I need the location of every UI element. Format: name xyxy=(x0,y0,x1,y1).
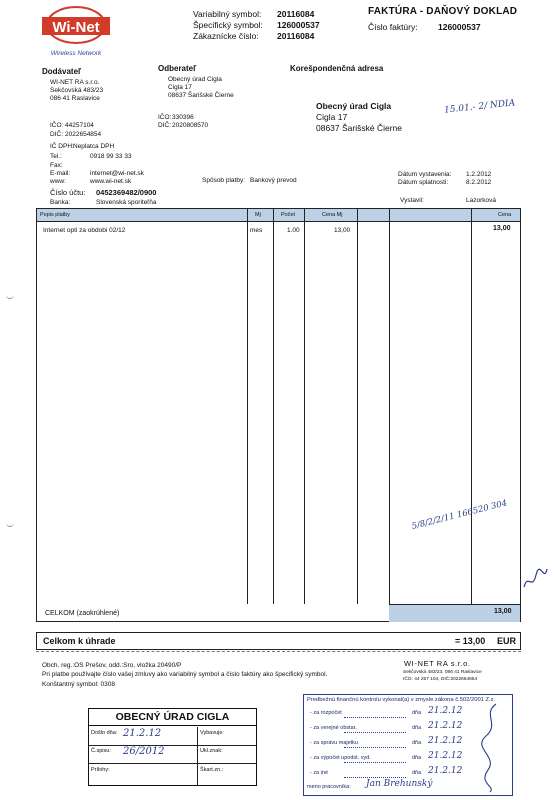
prilohy-label: Prílohy: xyxy=(91,767,110,773)
kontrola-row-dna: dňa xyxy=(412,740,422,746)
kontrola-row-date: 21.2.12 xyxy=(428,736,463,746)
col-popis-header: Popis platby xyxy=(40,212,70,218)
dodavatel-city: 086 41 Raslavice xyxy=(50,95,100,102)
vystavil-label: Vystavil: xyxy=(400,197,424,204)
ucet-label: Číslo účtu: xyxy=(50,188,86,197)
koresp-street: Cigla 17 xyxy=(316,112,348,122)
koresp-heading: Korešpondenčná adresa xyxy=(290,64,384,73)
vystavil-value: Lazorková xyxy=(466,197,496,204)
odberatel-name: Obecný úrad Cigla xyxy=(168,76,222,83)
kontrola-row-dotline xyxy=(344,762,406,763)
odb-dic-label: DIČ: xyxy=(158,122,171,129)
table-row-mj: mes xyxy=(250,227,263,234)
uklznak-label: Ukl.znak: xyxy=(200,748,223,754)
zakaznicke-label: Zákaznícke číslo: xyxy=(193,31,259,41)
registry-stamp xyxy=(88,708,257,786)
kontrola-row-label: - za správu majetku xyxy=(310,740,358,746)
col-cenamj-header: Cena Mj xyxy=(322,212,343,218)
kontrola-row-dotline xyxy=(344,732,406,733)
sposob-value: Bankový prevod xyxy=(250,177,297,184)
odb-ico-value: 330396 xyxy=(172,114,194,121)
handwritten-note-top: 15.01.- 2/ NDIA xyxy=(443,98,516,116)
company-stamp-name: WI-NET RA s.r.o. xyxy=(404,659,471,668)
items-table xyxy=(36,208,521,622)
variabilny-value: 20116084 xyxy=(277,9,315,19)
koresp-name: Obecný úrad Cigla xyxy=(316,101,392,111)
kontrola-row-dotline xyxy=(344,777,406,778)
icdph-value: Neplatca DPH xyxy=(73,143,115,150)
kontrola-row-dna: dňa xyxy=(412,710,422,716)
uhrada-value: = 13,00 xyxy=(455,636,486,646)
specificky-value: 126000537 xyxy=(277,20,320,30)
icdph-label: IČ DPH: xyxy=(50,143,74,150)
col-mj-header: Mj xyxy=(255,212,261,218)
sposob-label: Spôsob platby: xyxy=(202,177,246,184)
variabilny-label: Variabilný symbol: xyxy=(193,9,262,19)
table-row-pocet: 1.00 xyxy=(287,227,300,234)
dashed-divider xyxy=(36,651,521,653)
konst-symbol: Konštantný symbol: 0308 xyxy=(42,681,115,688)
kontrola-row-label: - za výpočet upodst. vyd. xyxy=(310,755,371,761)
banka-value: Slovenská sporiteľňa xyxy=(96,199,157,206)
stamp-title: OBECNÝ ÚRAD CIGLA xyxy=(89,711,256,726)
kontrola-row-dotline xyxy=(344,747,406,748)
kontrola-row-date: 21.2.12 xyxy=(428,751,463,761)
table-row-cena: 13,00 xyxy=(493,225,511,232)
odberatel-city: 08637 Šarišské Čierne xyxy=(168,92,234,99)
faktura-value: 126000537 xyxy=(438,22,481,32)
www-label: www: xyxy=(50,178,66,185)
doslo-value: 21.2.12 xyxy=(123,728,162,739)
vybavuje-label: Vybavuje: xyxy=(200,730,224,736)
punch-mark-upper xyxy=(6,294,14,299)
odb-dic-value: 2020808570 xyxy=(172,122,209,129)
company-stamp-ids: IČO: 44 257 104, DIČ:2022654854 xyxy=(403,677,478,682)
celkom-label: CELKOM (zaokrúhlené) xyxy=(45,610,120,617)
email-label: E-mail: xyxy=(50,170,71,177)
kontrola-row-dna: dňa xyxy=(412,725,422,731)
cspisu-label: Č.spisu: xyxy=(91,748,111,754)
ucet-value: 0452369482/0900 xyxy=(96,188,157,197)
invoice-title: FAKTÚRA - DAŇOVÝ DOKLAD xyxy=(368,6,518,17)
specificky-label: Špecifický symbol: xyxy=(193,20,263,30)
ico-value: 44257104 xyxy=(65,122,94,129)
fax-label: Fax: xyxy=(50,162,63,169)
splatnost-value: 8.2.2012 xyxy=(466,179,492,186)
kontrola-row-label: - za rozpočet xyxy=(310,710,342,716)
col-cena-header: Cena xyxy=(498,212,512,218)
wi-net-logo xyxy=(40,5,110,57)
uhrada-box xyxy=(36,632,521,650)
faktura-label: Číslo faktúry: xyxy=(368,22,418,32)
company-stamp-addr: Sekčovská 483/23, 086 41 Raslavice xyxy=(403,670,482,675)
vystavenie-label: Dátum vystavenia: xyxy=(398,171,452,178)
signature-scribble-right xyxy=(520,565,550,595)
kontrola-title: Predbežnú finančnú kontrolu vykonal(a) v zmysle zákona č.502/2001 Z.z. xyxy=(307,697,496,703)
splatnost-label: Dátum splatnosti: xyxy=(398,179,449,186)
meno-label: meno pracovníka: xyxy=(307,784,351,790)
logo-tagline: Wireless Network xyxy=(50,50,102,57)
kontrola-row-date: 21.2.12 xyxy=(428,706,463,716)
dic-label: DIČ: xyxy=(50,131,63,138)
cspisu-value: 26/2012 xyxy=(123,746,165,757)
kontrola-row-dna: dňa xyxy=(412,770,422,776)
table-row-cenamj: 13,00 xyxy=(334,227,351,234)
koresp-city: 08637 Šarišské Čierne xyxy=(316,123,402,133)
ico-label: IČO: xyxy=(50,122,64,129)
meno-value: Jan Brehunský xyxy=(366,779,433,789)
logo-name: Wi-Net xyxy=(52,19,100,36)
kontrola-row-label: - za verejné obstar. xyxy=(310,725,357,731)
tel-value: 0918 99 33 33 xyxy=(90,153,132,160)
punch-mark-lower xyxy=(6,522,14,527)
obch-reg: Obch. reg.:OS Prešov, odd.:Sro, vložka 20490/P xyxy=(42,662,182,669)
table-row-popis: Internet opti za obdobi 02/12 xyxy=(43,227,126,234)
kontrola-row-dna: dňa xyxy=(412,755,422,761)
dic-value: 2022654854 xyxy=(65,131,102,138)
odberatel-heading: Odberateľ xyxy=(158,64,197,73)
kontrola-row-date: 21.2.12 xyxy=(428,766,463,776)
uhrada-currency: EUR xyxy=(497,636,517,646)
signature-scribble-stamp xyxy=(478,700,504,796)
table-header-band xyxy=(37,209,520,222)
email-value: internet@wi-net.sk xyxy=(90,170,144,177)
skart-label: Škart.zn.: xyxy=(200,767,224,773)
kontrola-row-date: 21.2.12 xyxy=(428,721,463,731)
odb-ico-label: IČO: xyxy=(158,114,172,121)
pri-platbe-note: Pri platbe používajte číslo vašej zmluvy ako variabilný symbol a číslo faktúry ako špecifický symbol. xyxy=(42,671,328,678)
tel-label: Tel.: xyxy=(50,153,62,160)
www-value: www.wi-net.sk xyxy=(90,178,132,185)
uhrada-label: Celkom k úhrade xyxy=(43,636,116,646)
col-pocet-header: Počet xyxy=(281,212,296,218)
dodavatel-heading: Dodávateľ xyxy=(42,67,82,76)
celkom-value: 13,00 xyxy=(494,608,512,615)
stamp-grid xyxy=(89,727,256,785)
kontrola-row-label: - za iné xyxy=(310,770,329,776)
zakaznicke-value: 20116084 xyxy=(277,31,315,41)
kontrola-row-dotline xyxy=(344,717,406,718)
dodavatel-street: Sekčovská 483/23 xyxy=(50,87,104,94)
handwritten-note-diagonal: 5/8/2/2/11 166520 304 xyxy=(410,498,509,532)
vystavenie-value: 1.2.2012 xyxy=(466,171,492,178)
odberatel-street: Cigla 17 xyxy=(168,84,192,91)
dodavatel-name: WI-NET RA s.r.o. xyxy=(50,79,100,86)
doslo-label: Došlo dňa: xyxy=(91,730,118,736)
banka-label: Banka: xyxy=(50,199,71,206)
